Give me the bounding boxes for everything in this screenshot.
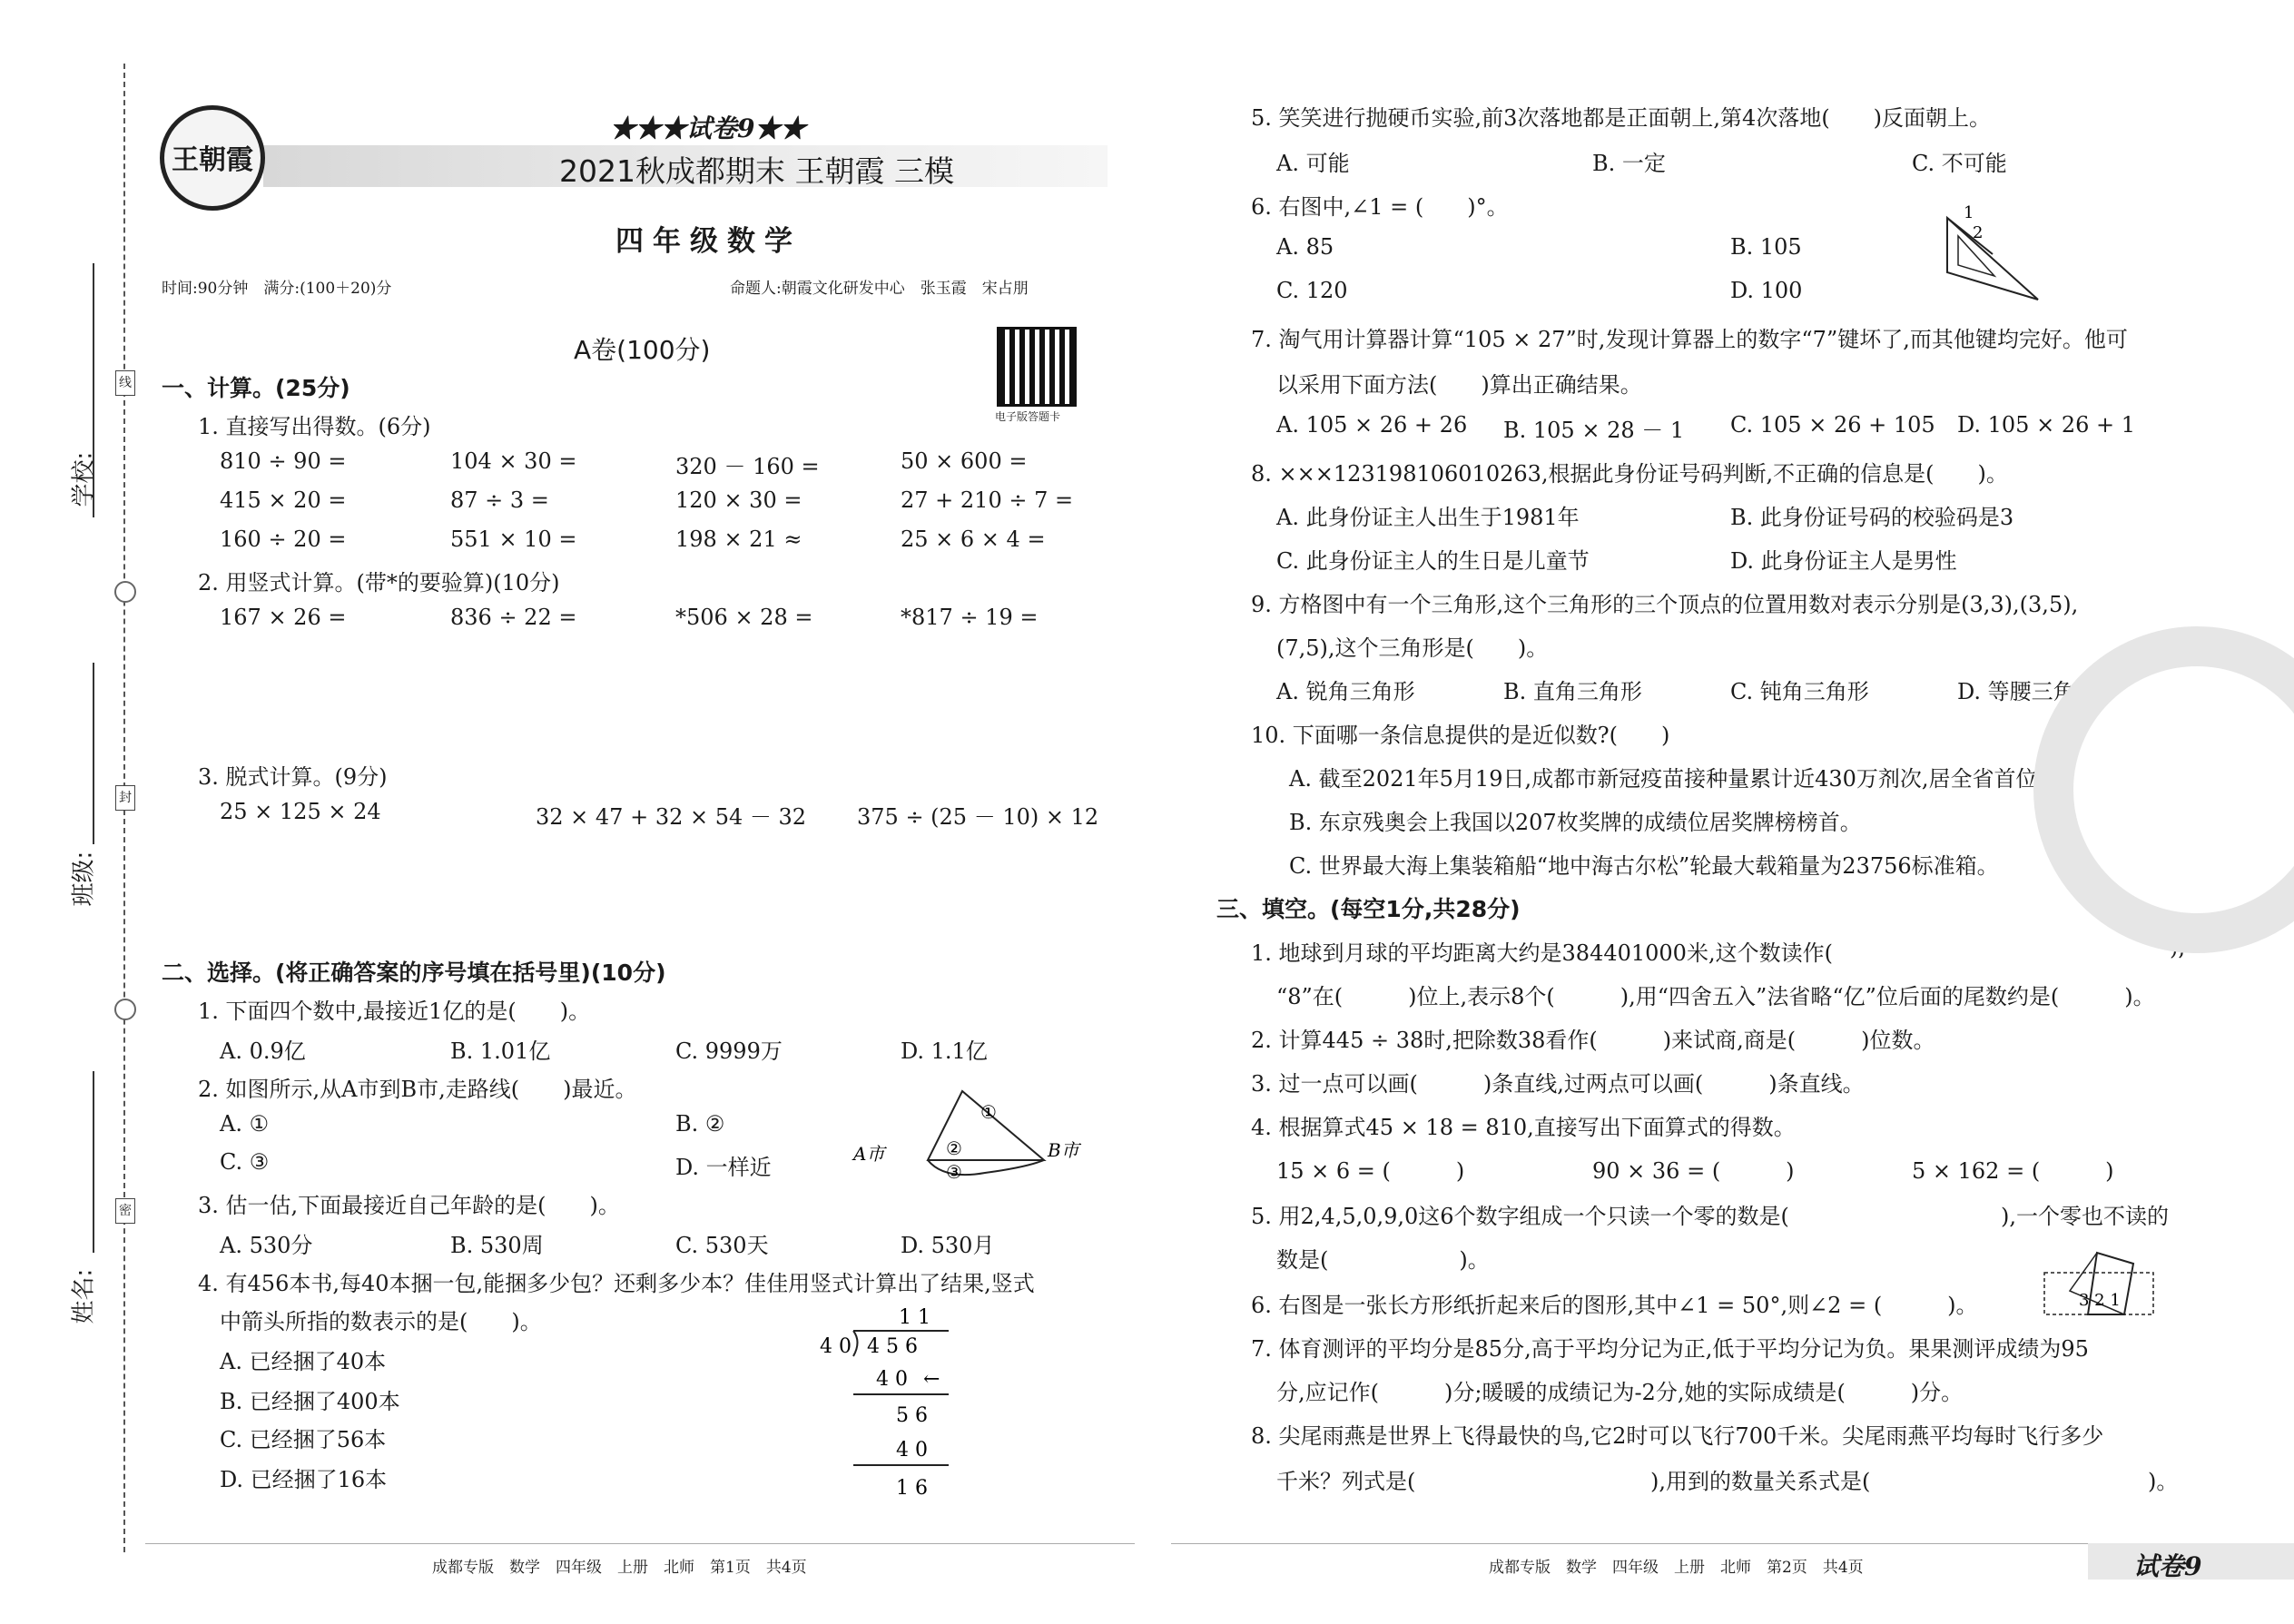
s2-q9-text-2: (7,5),这个三角形是( )。 bbox=[1276, 635, 1549, 661]
s2-q9-option: B. 直角三角形 bbox=[1503, 679, 1642, 704]
s2-q10-option: B. 东京残奥会上我国以207枚奖牌的成绩位居奖牌榜榜首。 bbox=[1289, 810, 1862, 835]
s2-q7-option: B. 105 × 28 － 1 bbox=[1503, 418, 1685, 443]
s2-q9-option: A. 锐角三角形 bbox=[1276, 679, 1415, 704]
qr-caption: 电子版答题卡 bbox=[995, 410, 1061, 423]
s3-q7-text-2: 分,应记作( )分;暖暖的成绩记为-2分,她的实际成绩是( )分。 bbox=[1276, 1380, 1964, 1405]
s3-q4-item: 15 × 6 = ( ) bbox=[1276, 1158, 1465, 1184]
angle-1-label: 1 bbox=[1964, 203, 1974, 222]
s2-q4-option: B. 已经捆了400本 bbox=[220, 1389, 400, 1414]
footer-right: 成都专版 数学 四年级 上册 北师 第2页 共4页 bbox=[1489, 1559, 1864, 1577]
footer-paper-tag: 试卷9 bbox=[2133, 1551, 2202, 1581]
binding-mark-line: 线 bbox=[115, 370, 135, 396]
volume-title: A卷(100分) bbox=[574, 335, 711, 365]
s2-q10-option: C. 世界最大海上集装箱船“地中海古尔松”轮最大载箱量为23756标准箱。 bbox=[1289, 853, 1999, 879]
s2-q3-text: 3. 估一估,下面最接近自己年龄的是( )。 bbox=[198, 1193, 620, 1218]
s3-q1-text-b: “8”在( )位上,表示8个( ),用“四舍五入”法省略“亿”位后面的尾数约是( )。 bbox=[1276, 984, 2155, 1009]
division-bracket bbox=[853, 1331, 858, 1356]
s1-q1-item: 320 － 160 = bbox=[675, 454, 820, 479]
s3-q5-text-a: 5. 用2,4,5,0,9,0这6个数字组成一个只读一个零的数是( bbox=[1251, 1204, 1789, 1229]
subject-title: 四年级数学 bbox=[615, 225, 802, 258]
s2-q8-option: D. 此身份证主人是男性 bbox=[1730, 548, 1957, 574]
paper-angle-labels: 3 2 1 bbox=[2079, 1291, 2121, 1310]
s2-q5-option: C. 不可能 bbox=[1912, 151, 2007, 176]
s1-q1-item: 50 × 600 = bbox=[901, 448, 1028, 474]
route-label-3: ③ bbox=[946, 1161, 962, 1180]
division-arrow: ← bbox=[923, 1368, 940, 1391]
s1-q3-item: 25 × 125 × 24 bbox=[220, 799, 381, 824]
division-dividend: 4 5 6 bbox=[867, 1335, 918, 1358]
s1-q3-title: 3. 脱式计算。(9分) bbox=[198, 764, 388, 790]
footer-rule-left bbox=[145, 1543, 1135, 1544]
s1-q1-item: 551 × 10 = bbox=[450, 527, 577, 552]
s2-q6-option: D. 100 bbox=[1730, 278, 1803, 303]
authors: 命题人:朝霞文化研发中心 张玉霞 宋占朋 bbox=[730, 280, 1029, 298]
s2-q9-option: C. 钝角三角形 bbox=[1730, 679, 1869, 704]
s3-q8-text-2: 千米？列式是( bbox=[1276, 1469, 1416, 1494]
s1-q1-item: 87 ÷ 3 = bbox=[450, 487, 549, 513]
class-label: 班级: bbox=[70, 851, 98, 907]
folded-paper-figure bbox=[2043, 1245, 2161, 1318]
s3-q4-text: 4. 根据算式45 × 18 = 810,直接写出下面算式的得数。 bbox=[1251, 1115, 1796, 1140]
time-info: 时间:90分钟 满分:(100＋20)分 bbox=[162, 280, 392, 298]
route-label-1: ① bbox=[980, 1101, 997, 1123]
section-1-title: 一、计算。(25分) bbox=[162, 375, 350, 401]
set-square-outer bbox=[1947, 218, 2038, 300]
section-2-title: 二、选择。(将正确答案的序号填在括号里)(10分) bbox=[162, 960, 666, 986]
s3-q8-text-1: 8. 尖尾雨燕是世界上飞得最快的鸟,它2时可以飞行700千米。尖尾雨燕平均每时飞行多少 bbox=[1251, 1423, 2104, 1449]
s2-q10-option: A. 截至2021年5月19日,成都市新冠疫苗接种量累计近430万剂次,居全省首位。 bbox=[1289, 766, 2060, 792]
s2-q1-option: B. 1.01亿 bbox=[450, 1038, 551, 1064]
s3-q4-item: 5 × 162 = ( ) bbox=[1912, 1158, 2114, 1184]
s1-q2-item: 836 ÷ 22 = bbox=[450, 605, 577, 630]
exam-title: 2021秋成都期末 王朝霞 三模 bbox=[559, 153, 954, 189]
s1-q1-item: 104 × 30 = bbox=[450, 448, 577, 474]
s1-q1-title: 1. 直接写出得数。(6分) bbox=[198, 414, 431, 439]
division-quotient: 1 1 bbox=[899, 1306, 930, 1329]
s2-q2-option: B. ② bbox=[675, 1111, 725, 1137]
s2-q8-option: A. 此身份证主人出生于1981年 bbox=[1276, 505, 1580, 530]
s2-q3-option: B. 530周 bbox=[450, 1233, 544, 1258]
s2-q2-option: D. 一样近 bbox=[675, 1155, 772, 1180]
s3-q8-text-mid: ),用到的数量关系式是( bbox=[1650, 1469, 1871, 1494]
s2-q1-text: 1. 下面四个数中,最接近1亿的是( )。 bbox=[198, 999, 591, 1024]
s1-q1-item: 415 × 20 = bbox=[220, 487, 347, 513]
binding-hole-1 bbox=[114, 581, 136, 603]
s1-q2-title: 2. 用竖式计算。(带*的要验算)(10分) bbox=[198, 570, 560, 595]
s1-q2-item: *506 × 28 = bbox=[675, 605, 813, 630]
s3-q6-text: 6. 右图是一张长方形纸折起来后的图形,其中∠1 = 50°,则∠2 = ( )。 bbox=[1251, 1293, 1978, 1318]
binding-mark-dense: 密 bbox=[115, 1198, 135, 1224]
s2-q8-option: C. 此身份证主人的生日是儿童节 bbox=[1276, 548, 1590, 574]
s1-q2-item: *817 ÷ 19 = bbox=[901, 605, 1039, 630]
s2-q10-text: 10. 下面哪一条信息提供的是近似数?( ) bbox=[1251, 723, 1670, 748]
s2-q5-option: B. 一定 bbox=[1592, 151, 1666, 176]
s2-q7-text-2: 以采用下面方法( )算出正确结果。 bbox=[1276, 372, 1642, 398]
route-city-b: B市 bbox=[1048, 1139, 1079, 1161]
s1-q1-item: 120 × 30 = bbox=[675, 487, 802, 513]
s1-q1-item: 160 ÷ 20 = bbox=[220, 527, 347, 552]
section-3-title: 三、填空。(每空1分,共28分) bbox=[1216, 896, 1521, 922]
s2-q8-option: B. 此身份证号码的校验码是3 bbox=[1730, 505, 2014, 530]
division-step-2: 5 6 bbox=[896, 1404, 928, 1427]
qr-code[interactable] bbox=[997, 327, 1077, 407]
s2-q6-option: A. 85 bbox=[1276, 234, 1334, 260]
footer-left: 成都专版 数学 四年级 上册 北师 第1页 共4页 bbox=[432, 1559, 807, 1577]
s2-q4-option: C. 已经捆了56本 bbox=[220, 1427, 387, 1452]
s2-q4-text-2: 中箭头所指的数表示的是( )。 bbox=[220, 1309, 542, 1334]
class-blank-line bbox=[93, 663, 94, 844]
s2-q1-option: C. 9999万 bbox=[675, 1038, 783, 1064]
name-label: 姓名: bbox=[70, 1268, 98, 1324]
s3-q7-text-1: 7. 体育测评的平均分是85分,高于平均分记为正,低于平均分记为负。果果测评成绩为95 bbox=[1251, 1336, 2089, 1362]
s3-q4-item: 90 × 36 = ( ) bbox=[1592, 1158, 1795, 1184]
s2-q7-option: C. 105 × 26 + 105 bbox=[1730, 412, 1935, 438]
division-divisor: 4 0 bbox=[820, 1335, 852, 1358]
logo-text: 王朝霞 bbox=[172, 144, 253, 176]
s2-q4-option: A. 已经捆了40本 bbox=[220, 1349, 387, 1374]
brand-logo bbox=[160, 105, 265, 211]
s2-q3-option: D. 530月 bbox=[901, 1233, 995, 1258]
s1-q1-item: 810 ÷ 90 = bbox=[220, 448, 347, 474]
binding-mark-seal: 封 bbox=[115, 785, 135, 811]
s2-q7-option: D. 105 × 26 + 1 bbox=[1957, 412, 2135, 438]
s2-q6-text: 6. 右图中,∠1 = ( )°。 bbox=[1251, 194, 1509, 220]
division-step-1: 4 0 bbox=[876, 1368, 908, 1391]
s2-q2-text: 2. 如图所示,从A市到B市,走路线( )最近。 bbox=[198, 1077, 637, 1102]
s2-q8-text: 8. ×××123198106010263,根据此身份证号码判断,不正确的信息是( )。 bbox=[1251, 461, 2008, 487]
s3-q2-text: 2. 计算445 ÷ 38时,把除数38看作( )来试商,商是( )位数。 bbox=[1251, 1028, 1935, 1053]
s3-q5-text-b: 数是( )。 bbox=[1276, 1247, 1490, 1273]
s2-q4-text-1: 4. 有456本书,每40本捆一包,能捆多少包？还剩多少本？佳佳用竖式计算出了结果,竖式 bbox=[198, 1271, 1035, 1296]
s2-q5-text: 5. 笑笑进行抛硬币实验,前3次落地都是正面朝上,第4次落地( )反面朝上。 bbox=[1251, 105, 1992, 131]
s2-q7-text-1: 7. 淘气用计算器计算“105 × 27”时,发现计算器上的数字“7”键坏了,而其他键均完好。他可 bbox=[1251, 327, 2128, 352]
long-division-figure bbox=[812, 1304, 967, 1512]
set-square-figure bbox=[1938, 200, 2047, 309]
s3-q3-text: 3. 过一点可以画( )条直线,过两点可以画( )条直线。 bbox=[1251, 1071, 1865, 1097]
s1-q2-item: 167 × 26 = bbox=[220, 605, 347, 630]
s2-q2-option: C. ③ bbox=[220, 1149, 270, 1175]
s2-q5-option: A. 可能 bbox=[1276, 151, 1350, 176]
s2-q7-option: A. 105 × 26 + 26 bbox=[1276, 412, 1468, 438]
s2-q6-option: B. 105 bbox=[1730, 234, 1802, 260]
s2-q3-option: A. 530分 bbox=[220, 1233, 313, 1258]
s1-q1-item: 27 + 210 ÷ 7 = bbox=[901, 487, 1074, 513]
division-step-3: 4 0 bbox=[896, 1439, 928, 1462]
s1-q1-item: 198 × 21 ≈ bbox=[675, 527, 802, 552]
s3-q1-text-a: 1. 地球到月球的平均距离大约是384401000米,这个数读作( bbox=[1251, 940, 1833, 966]
s1-q3-item: 32 × 47 + 32 × 54 － 32 bbox=[536, 804, 807, 830]
route-city-a: A市 bbox=[853, 1143, 885, 1165]
paper-tag: ★★★试卷9★★ bbox=[610, 113, 806, 143]
s2-q1-option: D. 1.1亿 bbox=[901, 1038, 988, 1064]
s3-q5-text-a-end: ),一个零也不读的 bbox=[2001, 1204, 2169, 1229]
s2-q9-text-1: 9. 方格图中有一个三角形,这个三角形的三个顶点的位置用数对表示分别是(3,3),(3,5), bbox=[1251, 592, 2079, 617]
school-label: 学校: bbox=[70, 451, 98, 507]
name-blank-line bbox=[93, 1071, 94, 1253]
s2-q1-option: A. 0.9亿 bbox=[220, 1038, 306, 1064]
s2-q6-option: C. 120 bbox=[1276, 278, 1348, 303]
s2-q9-option: D. 等腰三角形 bbox=[1957, 679, 2097, 704]
route-label-2: ② bbox=[946, 1137, 962, 1159]
s2-q4-option: D. 已经捆了16本 bbox=[220, 1467, 388, 1492]
route-diagram bbox=[844, 1080, 1089, 1180]
binding-hole-2 bbox=[114, 999, 136, 1020]
s1-q3-item: 375 ÷ (25 － 10) × 12 bbox=[857, 804, 1099, 830]
division-remainder: 1 6 bbox=[896, 1477, 928, 1500]
s2-q3-option: C. 530天 bbox=[675, 1233, 769, 1258]
s2-q2-option: A. ① bbox=[220, 1111, 270, 1137]
angle-2-label: 2 bbox=[1973, 223, 1984, 242]
s1-q1-item: 25 × 6 × 4 = bbox=[901, 527, 1046, 552]
s3-q8-text-end: )。 bbox=[2148, 1469, 2179, 1494]
s3-q1-text-a-end: ), bbox=[2170, 935, 2185, 960]
